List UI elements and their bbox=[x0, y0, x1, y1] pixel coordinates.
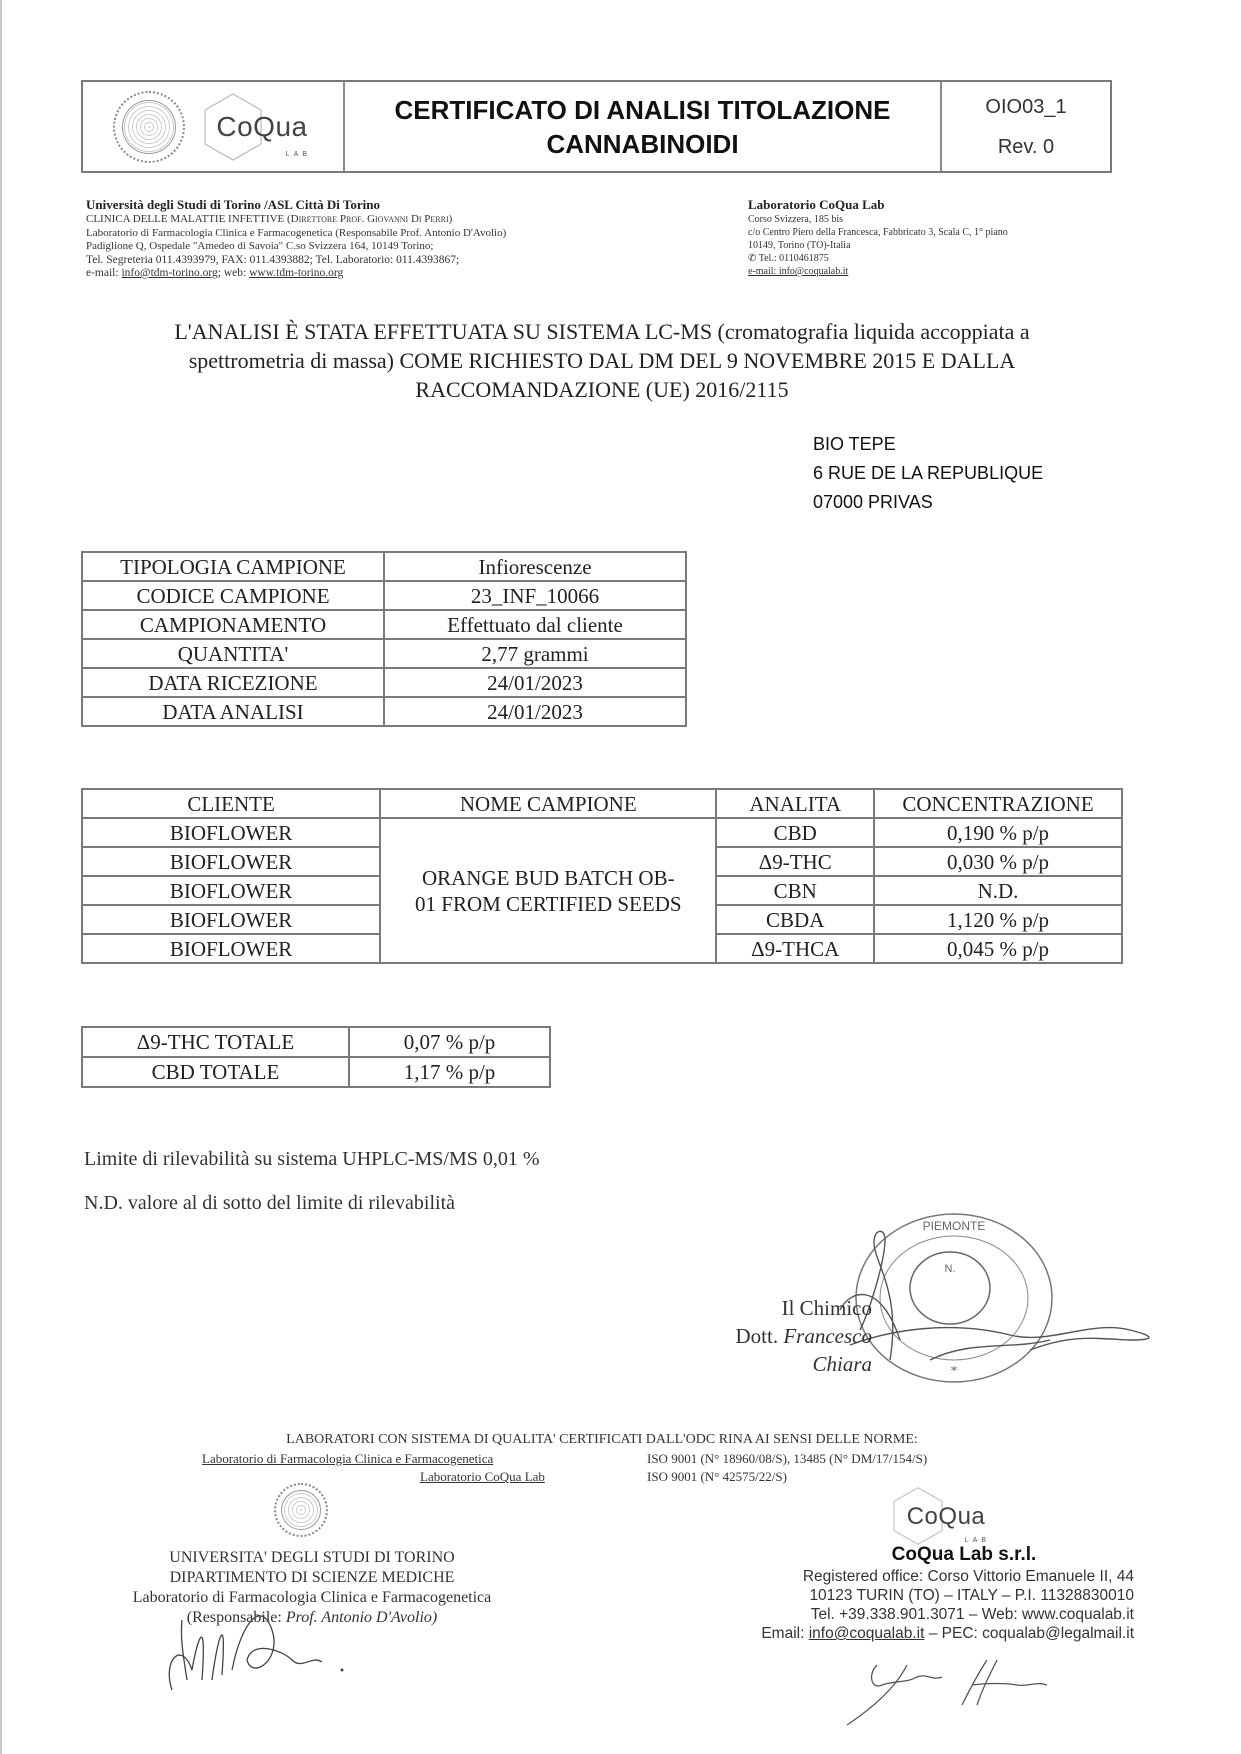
title-line-2: CANNABINOIDI bbox=[546, 128, 739, 159]
university-footer-seal-icon bbox=[274, 1483, 328, 1537]
svg-text:PIEMONTE: PIEMONTE bbox=[922, 1219, 986, 1233]
company-name: CoQua Lab s.r.l. bbox=[891, 1544, 1037, 1565]
cert-lab-2: Laboratorio CoQua Lab bbox=[420, 1469, 545, 1484]
header-logos bbox=[83, 82, 345, 171]
svg-text:*: * bbox=[950, 1364, 958, 1379]
lab-address: Laboratorio CoQua Lab Corso Svizzera, 185 bis c/o Centro Piero della Francesca, Fabbricato 3, Scala C, 1° piano 10149, Torino (TO)-Italia ✆ Tel.: 0110461875 e-mail: info@coqualab.it bbox=[748, 197, 1128, 278]
university-email-link[interactable]: info@tdm-torino.org bbox=[121, 267, 218, 279]
chemist-block: Il Chimico Dott. Francesco Chiara bbox=[682, 1294, 872, 1378]
title-line-1: CERTIFICATO DI ANALISI TITOLAZIONE bbox=[394, 94, 891, 125]
recipient-city: 07000 PRIVAS bbox=[813, 492, 933, 512]
chemist-signature-icon bbox=[830, 1220, 1170, 1390]
table-row: QUANTITA' 2,77 grammi bbox=[82, 639, 686, 668]
document-revision: Rev. 0 bbox=[997, 135, 1055, 158]
university-address: Università degli Studi di Torino /ASL Città Di Torino CLINICA DELLE MALATTIE INFETTIVE (Direttore Prof. Giovanni Di Perri) Laboratorio di Farmacologia Clinica e Farmacogenetica (Responsabile Prof. Antonio D'Avolio) Padiglione Q, Ospedale "Amedeo di Savoia" C.so Svizzera 164, 10149 Torino; Tel. Segreteria 011.4393979, FAX: 011.4393882; Tel. Laboratorio: 011.4393867; e-mail: info@tdm-torino.org; web: www.tdm-torino.org bbox=[86, 197, 507, 279]
recipient-name: BIO TEPE bbox=[813, 434, 896, 454]
table-row: BIOFLOWER Δ9-THCA 0,045 % p/p bbox=[82, 934, 1122, 963]
cert-iso-2: ISO 9001 (N° 42575/22/S) bbox=[647, 1469, 787, 1484]
table-header-row: CLIENTE NOME CAMPIONE ANALITA CONCENTRAZIONE bbox=[82, 789, 1122, 818]
document-title bbox=[345, 82, 942, 171]
coqua-footer-logo-icon: CoQua LAB bbox=[892, 1488, 992, 1546]
sample-info-table bbox=[81, 551, 687, 727]
university-footer-block: UNIVERSITA' DEGLI STUDI DI TORINO DIPARTIMENTO DI SCIENZE MEDICHE Laboratorio di Farmacologia Clinica e Farmacogenetica (Responsabile: Prof. Antonio D'Avolio) bbox=[132, 1549, 492, 1626]
table-row: BIOFLOWER Δ9-THC 0,030 % p/p bbox=[82, 847, 1122, 876]
certification-statement: LABORATORI CON SISTEMA DI QUALITA' CERTIFICATI DALL'ODC RINA AI SENSI DELLE NORME: bbox=[286, 1432, 918, 1447]
table-row: BIOFLOWER CBN N.D. bbox=[82, 876, 1122, 905]
recipient-address bbox=[813, 430, 1043, 517]
lab-phone: ✆ Tel.: 0110461875 bbox=[748, 253, 829, 264]
results-table bbox=[81, 788, 1123, 964]
table-row: BIOFLOWER ORANGE BUD BATCH OB- 01 FROM CERTIFIED SEEDS CBD 0,190 % p/p bbox=[82, 818, 1122, 847]
lab-email-link[interactable]: e-mail: info@coqualab.it bbox=[748, 266, 849, 277]
sample-name: ORANGE BUD BATCH OB- 01 FROM CERTIFIED SEEDS bbox=[380, 818, 716, 963]
company-email-link[interactable]: info@coqualab.it bbox=[808, 1625, 925, 1642]
detection-limit-note: Limite di rilevabilità su sistema UHPLC-MS/MS 0,01 % bbox=[84, 1148, 540, 1170]
table-row: CODICE CAMPIONE 23_INF_10066 bbox=[82, 581, 686, 610]
cert-lab-1: Laboratorio di Farmacologia Clinica e Farmacogenetica bbox=[202, 1451, 494, 1466]
table-row: CAMPIONAMENTO Effettuato dal cliente bbox=[82, 610, 686, 639]
company-signature-icon bbox=[837, 1655, 1097, 1730]
coqua-logo-icon: CoQua LAB bbox=[203, 94, 313, 160]
cert-iso-1: ISO 9001 (N° 18960/08/S), 13485 (N° DM/17/154/S) bbox=[647, 1451, 928, 1466]
table-row: TIPOLOGIA CAMPIONE Infiorescenze bbox=[82, 552, 686, 581]
professor-signature-icon bbox=[152, 1600, 372, 1695]
table-row: BIOFLOWER CBDA 1,120 % p/p bbox=[82, 905, 1122, 934]
table-row: CBD TOTALE 1,17 % p/p bbox=[82, 1057, 550, 1087]
totals-table bbox=[81, 1026, 551, 1088]
document-header bbox=[81, 80, 1112, 173]
table-row: Δ9-THC TOTALE 0,07 % p/p bbox=[82, 1027, 550, 1057]
analysis-statement: L'ANALISI È STATA EFFETTUATA SU SISTEMA LC-MS (cromatografia liquida accoppiata a spettrometria di massa) COME RICHIESTO DAL DM DEL 9 NOVEMBRE 2015 E DALLA RACCOMANDAZIONE (UE) 2016/2115 bbox=[174, 319, 1030, 402]
chemist-name: Francesco Chiara bbox=[783, 1324, 872, 1376]
university-web-link[interactable]: www.tdm-torino.org bbox=[249, 267, 344, 279]
document-code-box bbox=[942, 82, 1110, 171]
recipient-street: 6 RUE DE LA REPUBLIQUE bbox=[813, 463, 1044, 483]
company-footer-block: CoQua Lab s.r.l. Registered office: Corso Vittorio Emanuele II, 44 10123 TURIN (TO) – ITALY – P.I. 11328830010 Tel. +39.338.901.3071 – Web: www.coqualab.it Email: info@coqualab.it – PEC: coqualab@legalmail.it bbox=[674, 1543, 1134, 1643]
university-seal-icon bbox=[113, 91, 185, 163]
svg-text:N.: N. bbox=[944, 1263, 956, 1275]
table-row: DATA RICEZIONE 24/01/2023 bbox=[82, 668, 686, 697]
table-row: DATA ANALISI 24/01/2023 bbox=[82, 697, 686, 726]
nd-definition-note: N.D. valore al di sotto del limite di rilevabilità bbox=[84, 1192, 456, 1214]
document-code: OIO03_1 bbox=[985, 95, 1067, 118]
chemist-role: Il Chimico bbox=[781, 1296, 872, 1320]
